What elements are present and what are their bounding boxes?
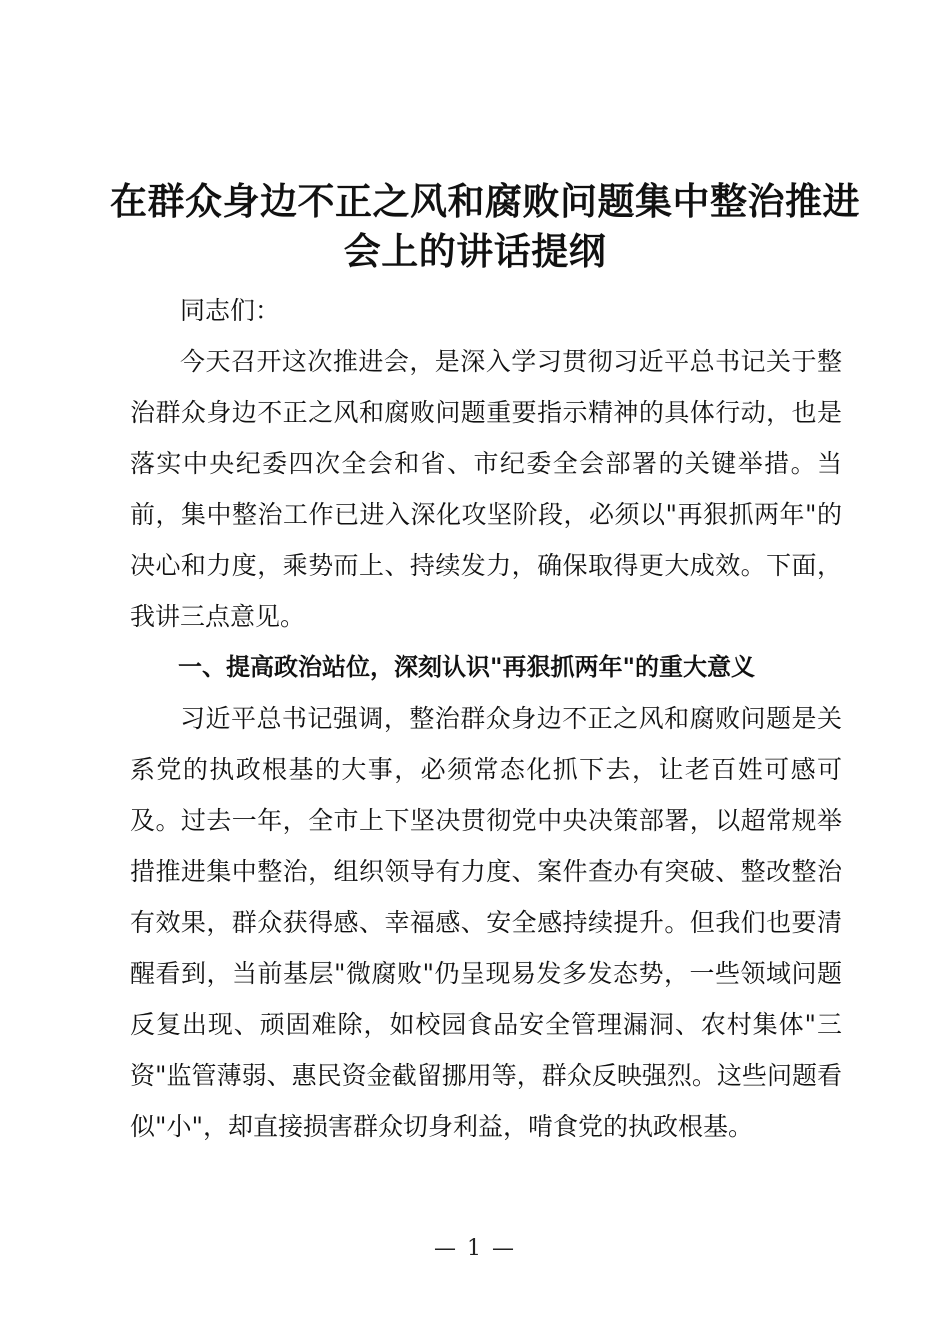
paragraph-intro: 今天召开这次推进会，是深入学习贯彻习近平总书记关于整治群众身边不正之风和腐败问题重要指示精神的具体行动，也是落实中央纪委四次全会和省、市纪委全会部署的关键举措。当前，集中整治工作已进入深化攻坚阶段，必须以"再狠抓两年"的决心和力度，乘势而上、持续发力，确保取得更大成效。下面，我讲三点意见。 (130, 347, 842, 631)
salutation: 同志们： (180, 296, 281, 325)
title-line-1: 在群众身边不正之风和腐败问题集中整治推进 (110, 179, 860, 223)
document-body (130, 285, 842, 1152)
paragraph-section-1: 习近平总书记强调，整治群众身边不正之风和腐败问题是关系党的执政根基的大事，必须常态化抓下去，让老百姓可感可及。过去一年，全市上下坚决贯彻党中央决策部署，以超常规举措推进集中整治，组织领导有力度、案件查办有突破、整改整治有效果，群众获得感、幸福感、安全感持续提升。但我们也要清醒看到，当前基层"微腐败"仍呈现易发多发态势，一些领域问题反复出现、顽固难除，如校园食品安全管理漏洞、农村集体"三资"监管薄弱、惠民资金截留挪用等，群众反映强烈。这些问题看似"小"，却直接损害群众切身利益，啃食党的执政根基。 (130, 704, 842, 1141)
document-title (110, 176, 860, 276)
page-number: — 1 — (434, 1236, 516, 1261)
section-heading-1: 一、提高政治站位，深刻认识"再狠抓两年"的重大意义 (178, 653, 756, 681)
title-line-2: 会上的讲话提纲 (343, 229, 607, 273)
